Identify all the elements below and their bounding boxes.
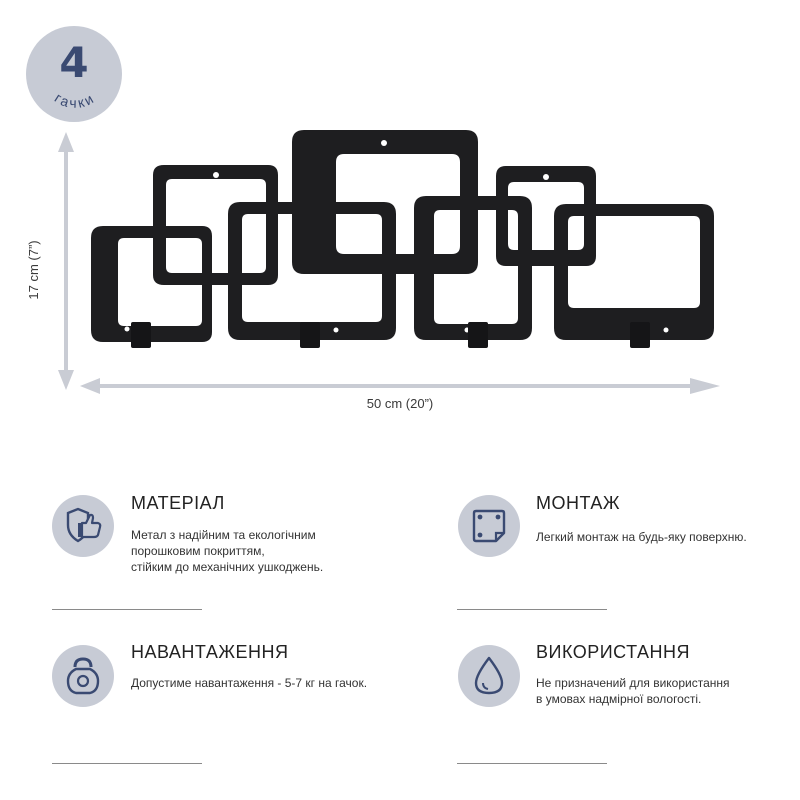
thumbs-up-shield-icon bbox=[52, 495, 114, 557]
material-description: Метал з надійним та екологічним порошковим покриттям, стійким до механічних ушкоджень. bbox=[131, 528, 324, 574]
kettlebell-icon bbox=[52, 645, 114, 707]
water-drop-icon bbox=[458, 645, 520, 707]
usage-title: ВИКОРИСТАННЯ bbox=[536, 642, 690, 662]
divider bbox=[52, 609, 202, 610]
wall-hook-rack bbox=[91, 130, 714, 342]
hook-1 bbox=[131, 322, 151, 348]
material-title: МАТЕРІАЛ bbox=[131, 493, 225, 513]
mounting-plate-icon bbox=[458, 495, 520, 557]
mounting-description: Легкий монтаж на будь-яку поверхню. bbox=[536, 530, 747, 544]
width-arrow bbox=[80, 378, 720, 394]
hook-4 bbox=[630, 322, 650, 348]
svg-text:гачки: гачки bbox=[51, 89, 99, 111]
height-dimension-label: 17 cm (7”) bbox=[26, 240, 41, 300]
load-description: Допустиме навантаження - 5-7 кг на гачок. bbox=[131, 676, 368, 690]
hook-3 bbox=[468, 322, 488, 348]
divider bbox=[457, 763, 607, 764]
hooks-count: 4 bbox=[59, 38, 89, 87]
divider bbox=[52, 763, 202, 764]
mounting-title: МОНТАЖ bbox=[536, 493, 621, 513]
divider bbox=[457, 609, 607, 610]
width-dimension-label: 50 cm (20”) bbox=[366, 396, 434, 411]
usage-description: Не призначений для використання в умовах надмірної вологості. bbox=[536, 676, 730, 706]
hook-2 bbox=[300, 322, 320, 348]
height-arrow bbox=[58, 132, 74, 390]
load-title: НАВАНТАЖЕННЯ bbox=[131, 642, 289, 662]
